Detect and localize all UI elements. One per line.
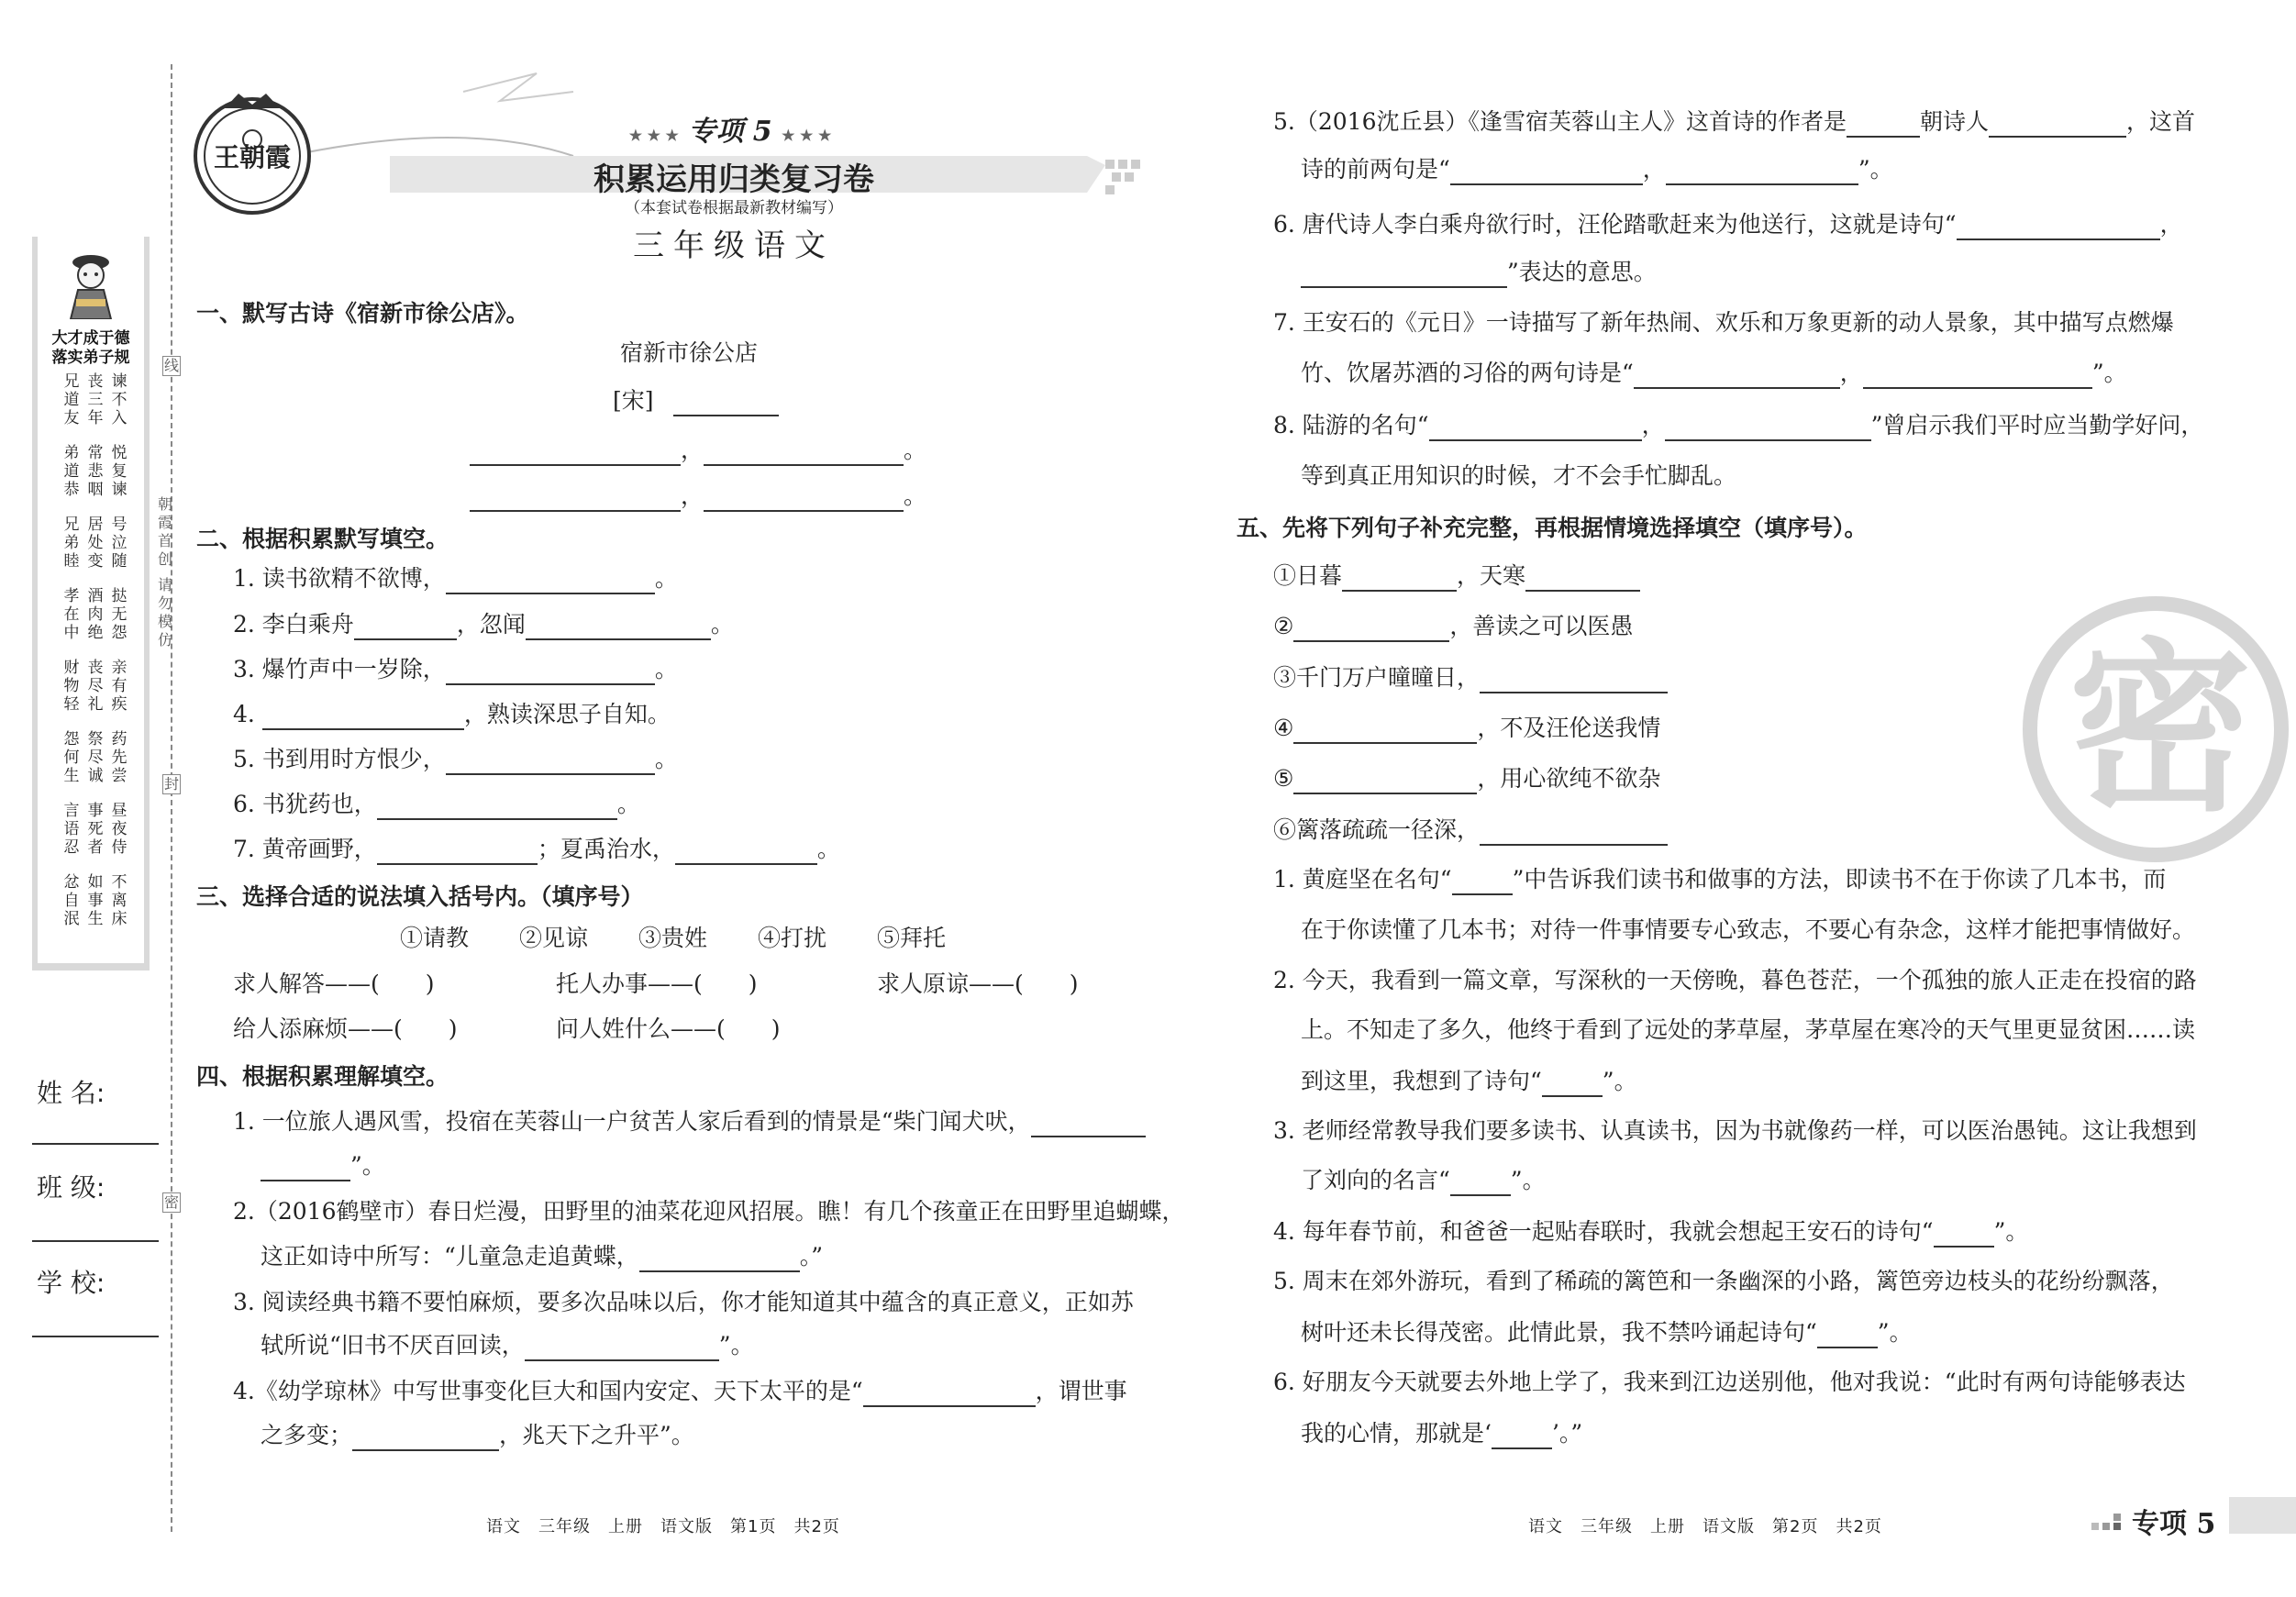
poem-phrase: 药 先 尝 — [111, 730, 128, 785]
s2-item-2: 2. 李白乘舟 ，忽闻 。 — [233, 609, 734, 640]
r-q5-line-1: 5.（2016沈丘县）《逢雪宿芙蓉山主人》这首诗的作者是 朝诗人 ，这首 — [1273, 106, 2195, 138]
header-note: （本套试卷根据最新教材编写） — [625, 199, 843, 217]
poem-blank-3[interactable] — [470, 488, 681, 512]
poem-title: 宿新市徐公店 — [620, 339, 759, 366]
poem-author-blank[interactable] — [673, 393, 779, 416]
special-label-text: 专项 5 — [688, 116, 772, 148]
field-school-line[interactable] — [32, 1336, 159, 1337]
field-name-line[interactable] — [32, 1143, 159, 1145]
poem-phrase: 孝 在 中 — [63, 587, 80, 642]
field-school-label: 学 校: — [37, 1268, 105, 1298]
poem-phrase: 不 离 床 — [111, 873, 128, 928]
field-name-label: 姓 名: — [37, 1078, 105, 1108]
sidebar-panel — [32, 237, 150, 970]
s2-item-3: 3. 爆竹声中一岁除， 。 — [233, 654, 678, 685]
slogan-1: 大才成于德 — [51, 329, 130, 348]
s5-c6-line-1: 6. 好朋友今天就要去外地上学了，我来到江边送别他，他对我说：“此时有两句诗能够表达 — [1273, 1369, 2186, 1395]
s5-c2-line-1: 2. 今天，我看到一篇文章，写深秋的一天傍晚，暮色苍茫，一个孤独的旅人正走在投宿的路 — [1273, 967, 2197, 993]
right-footer: 语文 三年级 上册 语文版 第2页 共2页 — [1528, 1517, 1882, 1536]
stars-left-icon: ★ ★ ★ — [628, 127, 679, 144]
s5-item-1: ①日暮 ，天寒 — [1273, 560, 1640, 592]
s5-item-2: ② ，善读之可以医愚 — [1273, 611, 1633, 642]
s2-item-1: 1. 读书欲精不欲博， 。 — [233, 563, 678, 594]
s3-surname[interactable]: 问人姓什么——( ) — [556, 1015, 781, 1042]
poem-phrase: 酒 肉 绝 — [87, 587, 104, 642]
r-q8-line-1: 8. 陆游的名句“ ， ”曾启示我们平时应当勤学好问， — [1273, 410, 2203, 441]
poem-line-1: ， 。 — [470, 435, 926, 466]
section-5-title: 五、先将下列句子补充完整，再根据情境选择填空（填序号）。 — [1237, 515, 1868, 541]
s5-c3-line-1: 3. 老师经常教导我们要多读书、认真读书，因为书就像药一样，可以医治愚钝。这让我想到 — [1273, 1117, 2197, 1144]
s2-item-5: 5. 书到用时方恨少， 。 — [233, 744, 678, 775]
binding-mark-1: 线 — [163, 357, 179, 374]
poem-phrase: 昼 夜 侍 — [111, 802, 128, 857]
r-q6-line-2: ”表达的意思。 — [1301, 257, 1657, 288]
r-q8-line-2: 等到真正用知识的时候，才不会手忙脚乱。 — [1301, 462, 1737, 489]
poem-phrase: 财 物 轻 — [63, 659, 80, 714]
section-2-title: 二、根据积累默写填空。 — [196, 526, 449, 552]
s5-item-4: ④ ，不及汪伦送我情 — [1273, 713, 1660, 744]
s4-q4-line-1: 4.《幼学琼林》中写世事变化巨大和国内安定、天下太平的是“ ，谓世事 — [233, 1376, 1127, 1407]
poem-phrase: 言 语 忍 — [63, 802, 80, 857]
s2-item-6: 6. 书犹药也， 。 — [233, 789, 640, 820]
poem-blank-4[interactable] — [704, 488, 904, 512]
s4-q1-line-2: ”。 — [261, 1150, 385, 1181]
s5-item-6: ⑥篱落疏疏一径深， — [1273, 815, 1668, 846]
s4-q2-line-2: 这正如诗中所写：“儿童急走追黄蝶， 。” — [261, 1241, 823, 1272]
slogan-2: 落实弟子规 — [51, 349, 130, 367]
s3-entrust[interactable]: 托人办事——( ) — [556, 970, 758, 997]
s4-q4-line-2: 之多变； ，兆天下之升平”。 — [261, 1420, 694, 1451]
s4-q2-line-1: 2.（2016鹤壁市）春日烂漫，田野里的油菜花迎风招展。瞧！有几个孩童正在田野里追蝴蝶， — [233, 1198, 1185, 1225]
s5-item-3: ③千门万户曈曈日， — [1273, 662, 1668, 693]
s4-q3-line-1: 3. 阅读经典书籍不要怕麻烦，要多次品味以后，你才能知道其中蕴含的真正意义，正如苏 — [233, 1289, 1134, 1315]
poem-phrase: 祭 尽 诚 — [87, 730, 104, 785]
poem-blank-2[interactable] — [704, 442, 904, 466]
s5-c5-line-2: 树叶还未长得茂密。此情此景，我不禁吟诵起诗句“ ”。 — [1301, 1317, 1913, 1348]
s5-item-5: ⑤ ，用心欲纯不欲杂 — [1273, 763, 1660, 794]
poem-phrase: 事 死 者 — [87, 802, 104, 857]
binding-mark-4: 封 — [163, 775, 179, 793]
circled-5-icon: ⑤ — [1273, 765, 1294, 792]
binding-mark-2: 朝霞首创 — [158, 495, 173, 568]
poem-dynasty: [宋] — [613, 387, 654, 414]
poem-phrase: 丧 尽 礼 — [87, 659, 104, 714]
r-q6-line-1: 6. 唐代诗人李白乘舟欲行时，汪伦踏歌赶来为他送行，这就是诗句“ ， — [1273, 209, 2183, 240]
poem-phrase: 挞 无 怨 — [111, 587, 128, 642]
circled-4-icon: ④ — [1273, 715, 1294, 741]
r-q7-line-2: 竹、饮屠苏酒的习俗的两句诗是“ ， ”。 — [1301, 358, 2127, 389]
s3-forgive[interactable]: 求人原谅——( ) — [877, 970, 1079, 997]
secret-stamp — [2023, 596, 2296, 871]
section-4-title: 四、根据积累理解填空。 — [196, 1063, 449, 1090]
special-label — [620, 108, 840, 149]
r-q7-line-1: 7. 王安石的《元日》一诗描写了新年热闹、欢乐和万象更新的动人景象，其中描写点燃爆 — [1273, 309, 2174, 336]
binding-mark-3: 请勿模仿 — [158, 576, 173, 649]
s5-c2-line-2: 上。不知走了多久，他终于看到了远处的茅草屋，茅草屋在寒冷的天气里更显贫困……读 — [1301, 1016, 2196, 1043]
s3-option-2: ②见谅 — [519, 925, 589, 951]
binding-line — [171, 64, 172, 1532]
poem-phrase: 悦 复 谏 — [111, 444, 128, 499]
poem-phrase: 丧 三 年 — [87, 372, 104, 427]
poem-phrase: 弟 道 恭 — [63, 444, 80, 499]
s3-option-5: ⑤拜托 — [877, 925, 947, 951]
brand-logo-text: 王朝霞 — [213, 142, 291, 172]
s3-option-3: ③贵姓 — [638, 925, 708, 951]
poem-phrase: 怨 何 生 — [63, 730, 80, 785]
poem-phrase: 常 悲 咽 — [87, 444, 104, 499]
field-class-label: 班 级: — [37, 1172, 105, 1203]
r-q5-line-2: 诗的前两句是“ ， ”。 — [1301, 154, 1893, 185]
left-footer: 语文 三年级 上册 语文版 第1页 共2页 — [486, 1517, 840, 1536]
section-1-title: 一、默写古诗《宿新市徐公店》。 — [196, 300, 529, 327]
s3-option-1: ①请教 — [400, 925, 470, 951]
s4-q1-line-1: 1. 一位旅人遇风雪，投宿在芙蓉山一户贫苦人家后看到的情景是“柴门闻犬吠， — [233, 1106, 1146, 1137]
poem-phrase: 兄 道 友 — [63, 372, 80, 427]
poem-blank-1[interactable] — [470, 442, 681, 466]
s2-item-7: 7. 黄帝画野， ；夏禹治水， 。 — [233, 834, 840, 865]
poem-line-2: ， 。 — [470, 481, 926, 512]
poem-phrase: 兄 弟 睦 — [63, 516, 80, 571]
corner-label: 专项 5 — [2132, 1508, 2216, 1540]
s5-c1-line-1: 1. 黄庭坚在名句“ ”中告诉我们读书和做事的方法，即读书不在于你读了几本书，而 — [1273, 864, 2166, 895]
poem-author-line — [613, 385, 779, 416]
s3-ask-answer[interactable]: 求人解答——( ) — [233, 970, 435, 997]
s5-c3-line-2: 了刘向的名言“ ”。 — [1301, 1165, 1546, 1196]
section-3-title: 三、选择合适的说法填入括号内。（填序号） — [196, 883, 644, 910]
s5-c4-line: 4. 每年春节前，和爸爸一起贴春联时，我就会想起王安石的诗句“ ”。 — [1273, 1216, 2028, 1248]
s3-trouble[interactable]: 给人添麻烦——( ) — [233, 1015, 458, 1042]
s5-c2-line-3: 到这里，我想到了诗句“ ”。 — [1301, 1066, 1637, 1097]
poem-phrase: 亲 有 疾 — [111, 659, 128, 714]
s3-option-4: ④打扰 — [758, 925, 827, 951]
secret-stamp-text: 密 — [2068, 621, 2252, 837]
field-class-line[interactable] — [32, 1240, 159, 1242]
page-title: 积累运用归类复习卷 — [593, 161, 874, 198]
poem-phrase: 号 泣 随 — [111, 516, 128, 571]
corner-dots-icon — [2091, 1510, 2124, 1532]
binding-mark-5: 密 — [163, 1193, 179, 1211]
poem-phrase: 居 处 变 — [87, 516, 104, 571]
s2-item-4: 4. ，熟读深思子自知。 — [233, 699, 671, 730]
s4-q3-line-2: 轼所说“旧书不厌百回读， ”。 — [261, 1330, 754, 1361]
subject-title: 三年级语文 — [633, 227, 835, 264]
scholar-figure-icon — [60, 248, 122, 319]
s5-c6-line-2: 我的心情，那就是‘ ’。” — [1301, 1418, 1582, 1449]
corner-tab — [2091, 1497, 2296, 1539]
circled-2-icon: ② — [1273, 613, 1294, 639]
poem-phrase: 谏 不 入 — [111, 372, 128, 427]
s5-c5-line-1: 5. 周末在郊外游玩，看到了稀疏的篱笆和一条幽深的小路，篱笆旁边枝头的花纷纷飘落， — [1273, 1268, 2174, 1294]
poem-phrase: 如 事 生 — [87, 873, 104, 928]
s5-c1-line-2: 在于你读懂了几本书；对待一件事情要专心致志，不要心有杂念，这样才能把事情做好。 — [1301, 916, 2196, 943]
poem-phrase: 忿 自 泯 — [63, 873, 80, 928]
corner-bar — [2229, 1497, 2296, 1534]
stars-right-icon: ★ ★ ★ — [782, 127, 832, 144]
